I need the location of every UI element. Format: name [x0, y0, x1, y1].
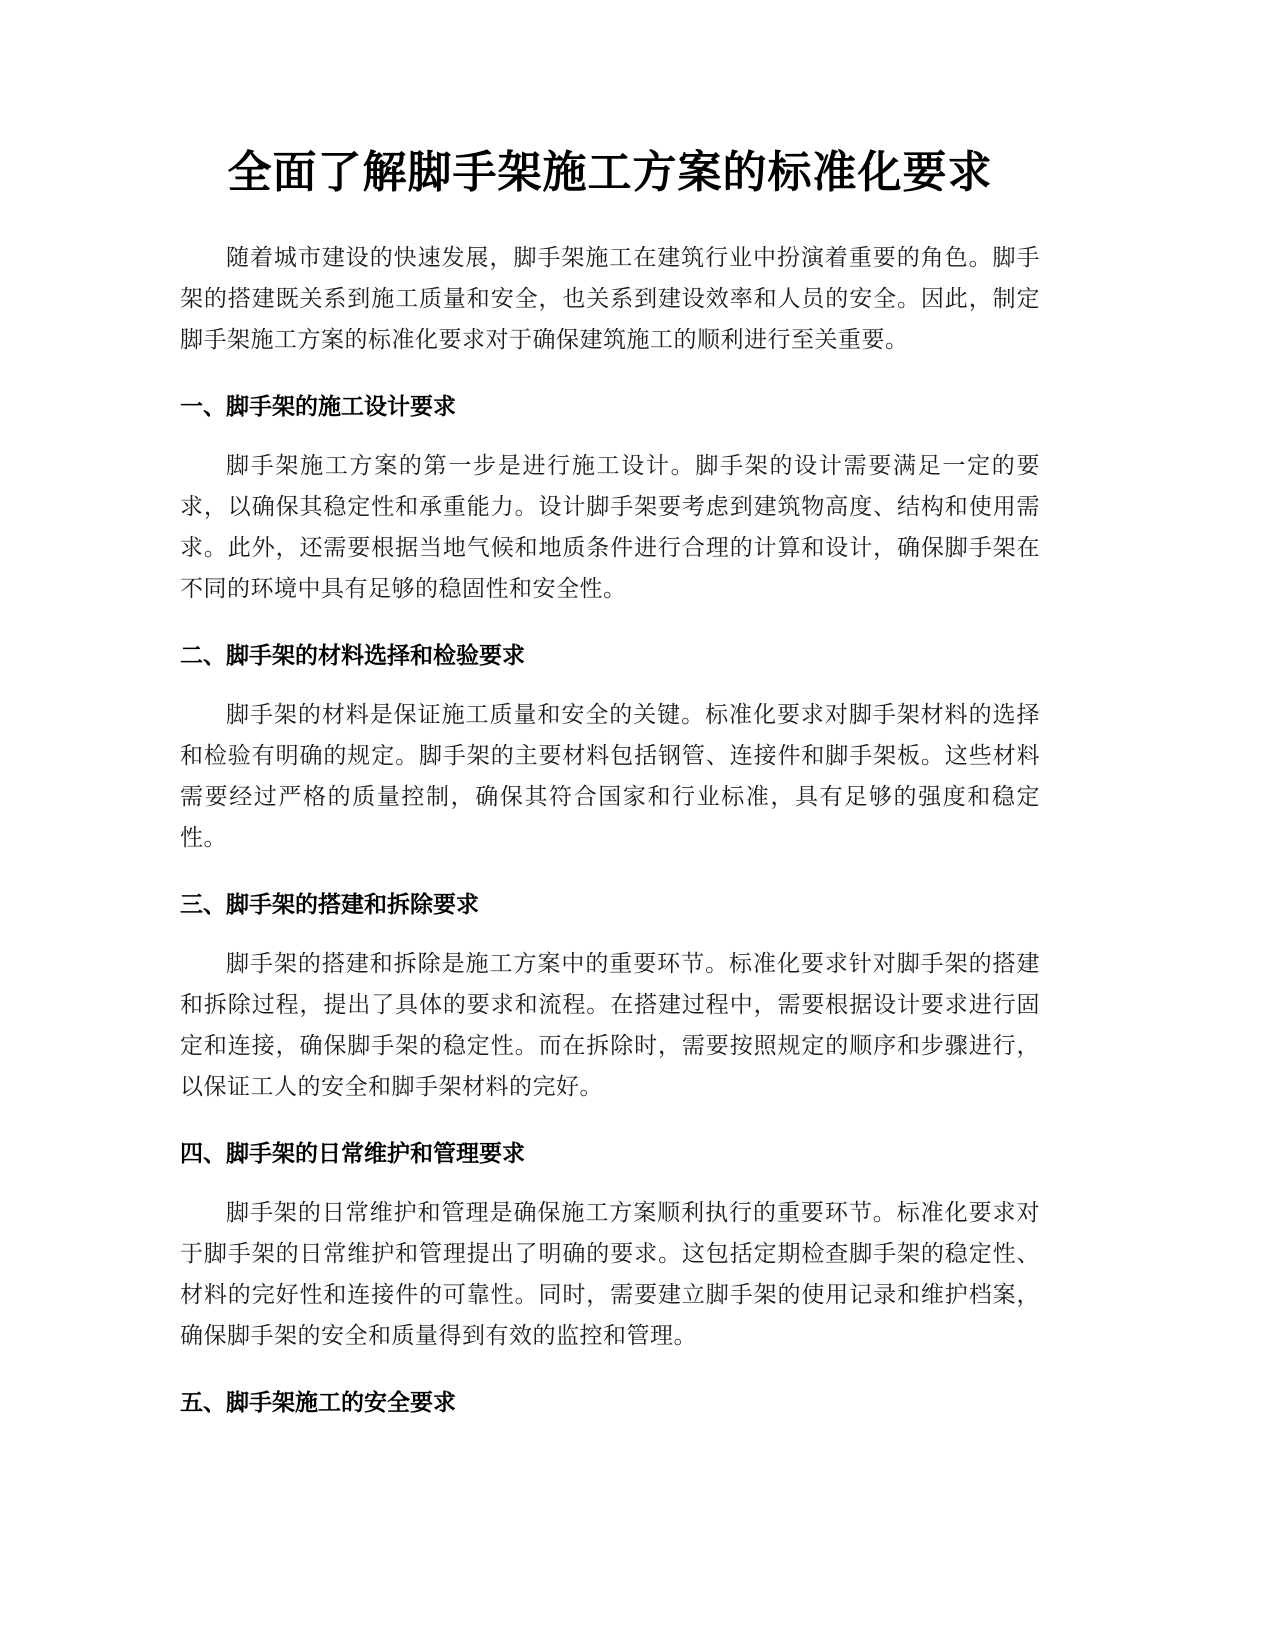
section-heading: 三、脚手架的搭建和拆除要求 [180, 892, 479, 918]
section-materials [180, 636, 1040, 859]
section-heading: 一、脚手架的施工设计要求 [180, 394, 456, 420]
section-design [180, 387, 1040, 610]
section-erection [180, 885, 1040, 1108]
section-heading: 四、脚手架的日常维护和管理要求 [180, 1141, 525, 1167]
section-heading: 二、脚手架的材料选择和检验要求 [180, 643, 525, 669]
section-paragraph: 脚手架的日常维护和管理是确保施工方案顺利执行的重要环节。标准化要求对于脚手架的日常维护和管理提出了明确的要求。这包括定期检查脚手架的稳定性、材料的完好性和连接件的可靠性。同时，需要建立脚手架的使用记录和维护档案，确保脚手架的安全和质量得到有效的监控和管理。 [180, 1200, 1040, 1349]
section-paragraph: 脚手架的材料是保证施工质量和安全的关键。标准化要求对脚手架材料的选择和检验有明确的规定。脚手架的主要材料包括钢管、连接件和脚手架板。这些材料需要经过严格的质量控制，确保其符合国家和行业标准，具有足够的强度和稳定性。 [180, 702, 1040, 851]
document-title: 全面了解脚手架施工方案的标准化要求 [227, 147, 993, 198]
section-paragraph: 脚手架的搭建和拆除是施工方案中的重要环节。标准化要求针对脚手架的搭建和拆除过程，提出了具体的要求和流程。在搭建过程中，需要根据设计要求进行固定和连接，确保脚手架的稳定性。而在拆除时，需要按照规定的顺序和步骤进行，以保证工人的安全和脚手架材料的完好。 [180, 951, 1040, 1100]
section-safety [180, 1383, 1040, 1423]
document-content [180, 135, 1040, 1423]
intro-paragraph: 随着城市建设的快速发展，脚手架施工在建筑行业中扮演着重要的角色。脚手架的搭建既关系到施工质量和安全，也关系到建设效率和人员的安全。因此，制定脚手架施工方案的标准化要求对于确保建筑施工的顺利进行至关重要。 [180, 245, 1040, 353]
section-maintenance [180, 1134, 1040, 1357]
section-heading: 五、脚手架施工的安全要求 [180, 1390, 456, 1416]
section-paragraph: 脚手架施工方案的第一步是进行施工设计。脚手架的设计需要满足一定的要求，以确保其稳定性和承重能力。设计脚手架要考虑到建筑物高度、结构和使用需求。此外，还需要根据当地气候和地质条件进行合理的计算和设计，确保脚手架在不同的环境中具有足够的稳固性和安全性。 [180, 453, 1040, 602]
